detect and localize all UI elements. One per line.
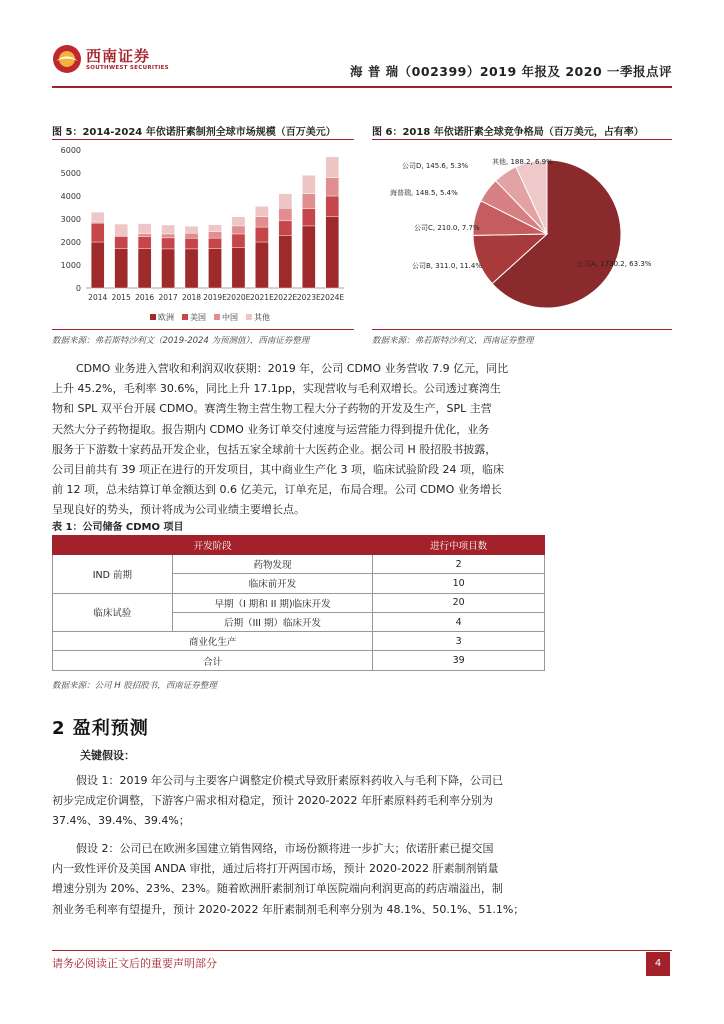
stage-cell: 后期（III 期）临床开发 <box>172 612 373 631</box>
paragraph-line: 呈现良好的势头，预计将成为公司业绩主要增长点。 <box>52 503 305 517</box>
bar-segment <box>138 224 151 234</box>
legend-label: 美国 <box>190 313 206 322</box>
x-tick-label: 2015 <box>111 293 131 302</box>
bar-segment <box>302 194 315 209</box>
logo-english-name: SOUTHWEST SECURITIES <box>86 65 169 71</box>
bar-segment <box>326 217 339 288</box>
figure5-source: 数据来源：弗若斯特沙利文（2019-2024 为预测值），西南证券整理 <box>52 336 310 346</box>
y-tick-label: 4000 <box>60 192 81 201</box>
paragraph-line: 物和 SPL 双平台开展 CDMO。赛湾生物主营生物工程大分子药物的开发及生产，SPL 主营 <box>52 402 492 416</box>
bar-segment <box>326 157 339 178</box>
bar-segment <box>302 209 315 226</box>
bar-segment <box>302 226 315 288</box>
y-tick-label: 0 <box>75 284 81 293</box>
bar-segment <box>208 225 221 232</box>
table1-title: 表 1：公司储备 CDMO 项目 <box>52 522 184 533</box>
legend-label: 欧洲 <box>158 313 174 322</box>
paragraph-line: 公司目前共有 39 项正在进行的开发项目，其中商业生产化 3 项，临床试验阶段 24 项，临床 <box>52 463 504 477</box>
paragraph-line: CDMO 业务进入营收和利润双收获期：2019 年，公司 CDMO 业务营收 7.9 亿元，同比 <box>76 362 509 375</box>
paragraph-line: 前 12 项，总未结算订单金额达到 0.6 亿美元，订单充足，布局合理。公司 CDMO 业务增长 <box>52 483 502 497</box>
bar-segment <box>255 217 268 227</box>
legend-swatch <box>150 314 156 320</box>
figure6-source: 数据来源：弗若斯特沙利文，西南证券整理 <box>372 336 534 346</box>
y-tick-label: 5000 <box>60 169 81 178</box>
bar-segment <box>279 236 292 288</box>
paragraph-line: 剂业务毛利率有望提升，预计 2020-2022 年肝素制剂毛利率分别为 48.1%、50.1%、51.1%； <box>52 902 525 916</box>
bar-segment <box>115 224 128 235</box>
paragraph-line: 上升 45.2%，毛利率 30.6%，同比上升 17.1pp，实现营收与毛利双增长。公司透过赛湾生 <box>52 382 501 396</box>
x-tick-label: 2016 <box>135 293 155 302</box>
bar-segment <box>138 248 151 288</box>
x-tick-label: 2017 <box>158 293 178 302</box>
bar-segment <box>208 232 221 238</box>
bar-segment <box>232 248 245 288</box>
stage-cell: 早期（I 期和 II 期)临床开发 <box>172 593 373 612</box>
footer-divider <box>52 950 672 951</box>
legend-swatch <box>182 314 188 320</box>
bar-segment <box>279 208 292 221</box>
report-title: 海 普 瑞（002399）2019 年报及 2020 一季报点评 <box>349 64 672 79</box>
bar-segment <box>91 212 104 222</box>
header-count: 进行中项目数 <box>373 536 545 555</box>
bar-segment <box>91 242 104 288</box>
legend-label: 其他 <box>254 313 270 322</box>
pie-label: 公司A, 1730.2, 63.3% <box>577 260 652 268</box>
x-tick-label: 2022E <box>273 293 298 302</box>
total-count: 39 <box>373 651 545 670</box>
bar-segment <box>162 225 175 234</box>
x-tick-label: 2021E <box>249 293 274 302</box>
y-tick-label: 2000 <box>60 238 81 247</box>
cdmo-projects-table <box>52 535 545 671</box>
bar-segment <box>115 235 128 236</box>
bar-segment <box>208 238 221 248</box>
bar-segment <box>326 178 339 196</box>
page-header <box>52 40 672 84</box>
y-tick-label: 1000 <box>60 261 81 270</box>
bar-segment <box>279 194 292 208</box>
bar-segment <box>255 242 268 288</box>
paragraph-line: 初步完成定价调整，下游客户需求相对稳定，预计 2020-2022 年肝素原料药毛利率分别为 <box>52 794 493 808</box>
logo-mark-icon <box>52 44 82 74</box>
figure6-title: 图 6：2018 年依诺肝素全球竞争格局（百万美元，占有率） <box>372 127 644 138</box>
figure5-bottom-rule <box>52 329 354 330</box>
stage-cell: 临床前开发 <box>172 574 373 593</box>
table-row <box>53 555 545 574</box>
table-header-row <box>53 536 545 555</box>
key-assumptions-label: 关键假设： <box>80 749 135 762</box>
legend-swatch <box>246 314 252 320</box>
count-cell: 20 <box>373 593 545 612</box>
figure5-title: 图 5：2014-2024 年依诺肝素制剂全球市场规模（百万美元） <box>52 127 336 138</box>
figure6-bottom-rule <box>372 329 672 330</box>
bar-segment <box>255 227 268 242</box>
header-divider <box>52 86 672 88</box>
bar-segment <box>185 226 198 233</box>
pie-label: 公司D, 145.6, 5.3% <box>402 162 469 170</box>
bar-segment <box>162 238 175 249</box>
assumption1-paragraph <box>52 771 672 832</box>
y-tick-label: 6000 <box>60 146 81 155</box>
bar-segment <box>279 221 292 236</box>
x-tick-label: 2020E <box>226 293 251 302</box>
stage-cell: 药物发现 <box>172 555 373 574</box>
bar-segment <box>185 238 198 249</box>
x-tick-label: 2019E <box>203 293 227 302</box>
page-number: 4 <box>646 952 670 976</box>
count-cell: 4 <box>373 612 545 631</box>
bar-segment <box>208 248 221 288</box>
paragraph-line: 内一致性评价及美国 ANDA 审批，通过后将打开两国市场，预计 2020-2022 肝素制剂销量 <box>52 862 499 876</box>
bar-segment <box>115 248 128 288</box>
disclaimer-notice: 请务必阅读正文后的重要声明部分 <box>52 957 217 970</box>
bar-segment <box>162 249 175 288</box>
legend-label: 中国 <box>222 313 238 322</box>
table-row <box>53 632 545 651</box>
x-tick-label: 2014 <box>88 293 108 302</box>
header-stage: 开发阶段 <box>53 536 373 555</box>
bar-segment <box>302 175 315 193</box>
assumption2-paragraph <box>52 839 672 920</box>
total-label: 合计 <box>53 651 373 670</box>
pie-label: 公司B, 311.0, 11.4% <box>412 262 482 270</box>
count-cell: 3 <box>373 632 545 651</box>
bar-segment <box>255 206 268 216</box>
count-cell: 10 <box>373 574 545 593</box>
pie-label: 其他, 188.2, 6.9% <box>492 158 553 166</box>
count-cell: 2 <box>373 555 545 574</box>
group-ind: IND 前期 <box>53 555 173 594</box>
table1-source: 数据来源：公司 H 股招股书，西南证券整理 <box>52 681 217 691</box>
bar-segment <box>232 217 245 226</box>
pie-label: 海普瑞, 148.5, 5.4% <box>390 189 458 197</box>
paragraph-line: 假设 1：2019 年公司与主要客户调整定价模式导致肝素原料药收入与毛利下降，公司已 <box>76 774 503 787</box>
paragraph-line: 天然大分子药物提取。报告期内 CDMO 业务订单交付速度与运营能力得到提升优化，业务 <box>52 422 490 436</box>
bar-segment <box>91 223 104 242</box>
bar-segment <box>115 236 128 248</box>
paragraph-line: 服务于下游数十家药品开发企业，包括五家全球前十大医药企业。据公司 H 股招股书披露， <box>52 442 497 456</box>
paragraph-line: 增速分别为 20%、23%、23%。随着欧洲肝素制剂订单医院端向利润更高的药店端溢出，制 <box>52 882 503 896</box>
bar-segment <box>138 236 151 248</box>
figure6-title-rule <box>372 139 672 140</box>
section-heading: 2 盈利预测 <box>52 718 149 739</box>
bar-segment <box>232 226 245 234</box>
bar-segment <box>185 233 198 238</box>
group-clinical: 临床试验 <box>53 593 173 632</box>
figure5-stacked-bar-chart <box>52 142 354 327</box>
bar-segment <box>185 249 198 288</box>
figure6-pie-chart <box>372 142 672 327</box>
y-tick-label: 3000 <box>60 215 81 224</box>
bar-segment <box>162 234 175 238</box>
x-tick-label: 2023E <box>296 293 321 302</box>
pie-label: 公司C, 210.0, 7.7% <box>414 224 480 232</box>
bar-segment <box>326 196 339 217</box>
table-total-row <box>53 651 545 670</box>
bar-segment <box>232 234 245 248</box>
paragraph-line: 假设 2：公司已在欧洲多国建立销售网络，市场份额将进一步扩大；依诺肝素已提交国 <box>76 842 494 855</box>
stage-cell: 商业化生产 <box>53 632 373 651</box>
paragraph-line: 37.4%、39.4%、39.4%； <box>52 814 190 828</box>
x-tick-label: 2024E <box>320 293 345 302</box>
company-logo <box>52 40 182 80</box>
figure5-title-rule <box>52 139 354 140</box>
legend-swatch <box>214 314 220 320</box>
cdmo-paragraph <box>52 359 672 521</box>
x-tick-label: 2018 <box>181 293 202 302</box>
table-row <box>53 593 545 612</box>
bar-segment <box>138 234 151 237</box>
logo-chinese-name: 西南证券 <box>86 47 151 65</box>
